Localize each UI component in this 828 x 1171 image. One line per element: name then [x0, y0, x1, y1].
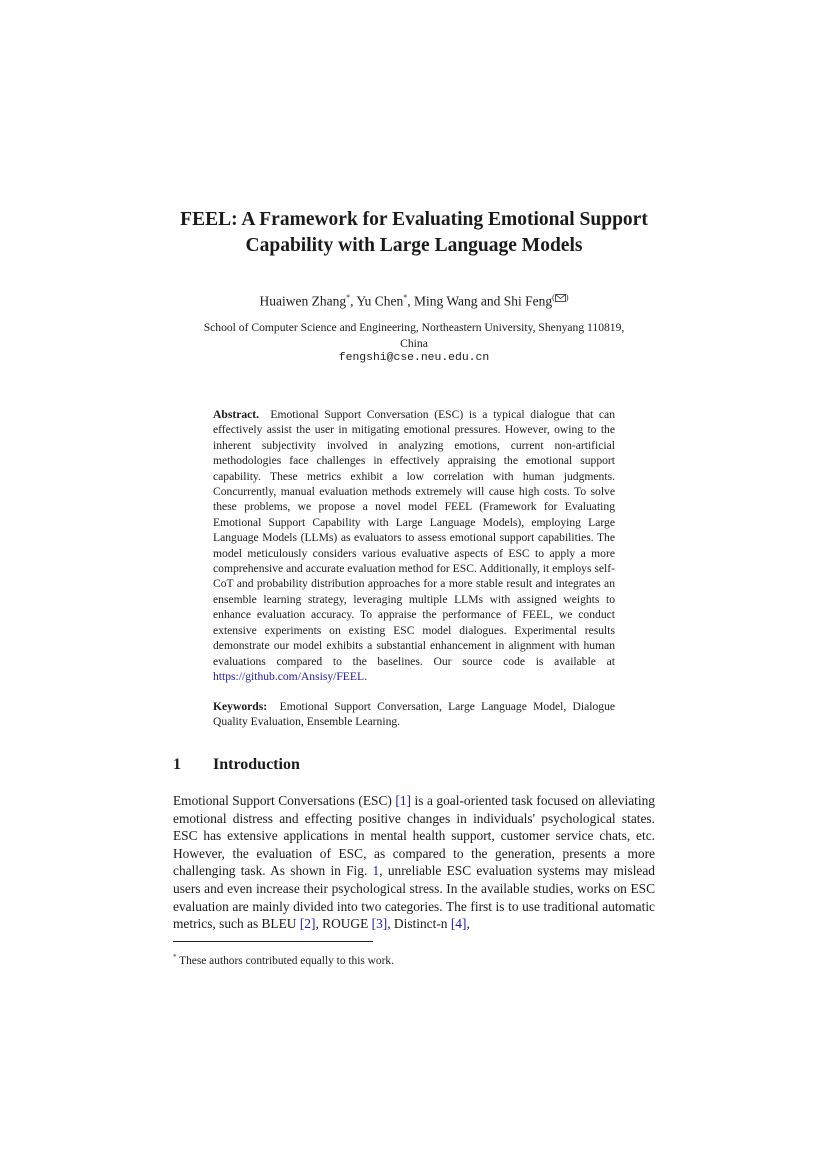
citation-link[interactable]: [4]: [450, 916, 467, 932]
author-name: Yu Chen: [356, 293, 404, 309]
abstract-label: Abstract.: [213, 408, 260, 421]
author-separator: ,: [350, 293, 357, 309]
intro-text: , unreliable ESC evaluation systems may mislead users and even increase their psychological stress. In the available studies, works on ESC evaluation are mainly divided into two categories. The first is to use traditional automatic metrics, such as BLEU: [173, 863, 655, 932]
footnote-text: These authors contributed equally to this work.: [176, 954, 394, 967]
citation-link[interactable]: [2]: [299, 916, 316, 932]
affiliation-line: School of Computer Science and Engineering, Northeastern University, Shenyang 110819,: [203, 321, 625, 334]
keywords-label: Keywords:: [213, 700, 268, 713]
footnote: [173, 950, 394, 969]
footnote-mark: *: [173, 953, 177, 961]
intro-text: , Distinct-n: [387, 916, 451, 932]
intro-text: ,: [466, 916, 470, 932]
footnote-divider: [173, 941, 373, 942]
intro-text: is a goal-oriented task focused on alleviating emotional distress and effecting positive changes in individuals' psychological states. ESC has extensive applications in mental health support, customer service chats, etc. However, the evaluation of ESC, as compared to the generation, presents a more challenging task. As shown in Fig.: [173, 793, 655, 879]
keywords: [213, 699, 615, 730]
author-list: [150, 289, 678, 311]
author-email[interactable]: fengshi@cse.neu.edu.cn: [338, 352, 490, 364]
source-code-link[interactable]: https://github.com/Ansisy/FEEL: [213, 669, 365, 683]
mark-paren: (: [552, 293, 555, 302]
author-separator: ,: [407, 293, 414, 309]
affiliation-line: China: [400, 336, 428, 350]
corresponding-author-mark: [552, 289, 568, 307]
equal-contribution-mark: *: [403, 293, 408, 302]
mark-paren: ): [565, 293, 569, 302]
intro-paragraph: [173, 792, 655, 933]
intro-text: Emotional Support Conversations (ESC): [173, 793, 396, 808]
figure-link[interactable]: 1: [372, 863, 380, 879]
envelope-icon: [555, 294, 566, 302]
abstract-text: Emotional Support Conversation (ESC) is a typical dialogue that can effectively assist the user in mitigating emotional pressures. However, owing to the inherent subjectivity involved in analyzing emotions, current non-artificial methodologies face challenges in effectively appraising the emotional support capability. These metrics exhibit a low correlation with human judgments. Concurrently, manual evaluation methods extremely will cause high costs. To solve these problems, we propose a novel model FEEL (Framework for Evaluating Emotional Support Capability with Large Language Models), employing Large Language Models (LLMs) as evaluators to assess emotional support capabilities. The model meticulously considers various evaluative aspects of ESC to apply a more comprehensive and accurate evaluation method for ESC. Additionally, it employs self-CoT and probability distribution approaches for a more stable result and integrates an ensemble learning strategy, leveraging multiple LLMs with assigned weights to enhance evaluation accuracy. To appraise the performance of FEEL, we conduct extensive experiments on existing ESC model dialogues. Experimental results demonstrate our model exhibits a substantial enhancement in alignment with human evaluations compared to the baselines. Our source code is available at: [213, 408, 615, 668]
title-line-2: Capability with Large Language Models: [245, 235, 583, 256]
affiliation: [172, 320, 656, 367]
section-number: 1: [173, 756, 181, 773]
title-line-1: FEEL: A Framework for Evaluating Emotional Support: [180, 209, 648, 230]
section-heading: [173, 756, 300, 774]
abstract: [213, 407, 615, 684]
abstract-end: .: [364, 669, 367, 683]
author-name: Huaiwen Zhang: [259, 293, 347, 309]
citation-link[interactable]: [1]: [395, 793, 411, 808]
paper-title: [150, 207, 678, 259]
intro-text: , ROUGE: [315, 916, 372, 932]
citation-link[interactable]: [3]: [371, 916, 388, 932]
keywords-text: Emotional Support Conversation, Large Language Model, Dialogue Quality Evaluation, Ensemble Learning.: [213, 700, 616, 729]
equal-contribution-mark: *: [346, 293, 351, 302]
section-title: Introduction: [213, 756, 300, 773]
author-name: Ming Wang and Shi Feng: [413, 293, 553, 309]
